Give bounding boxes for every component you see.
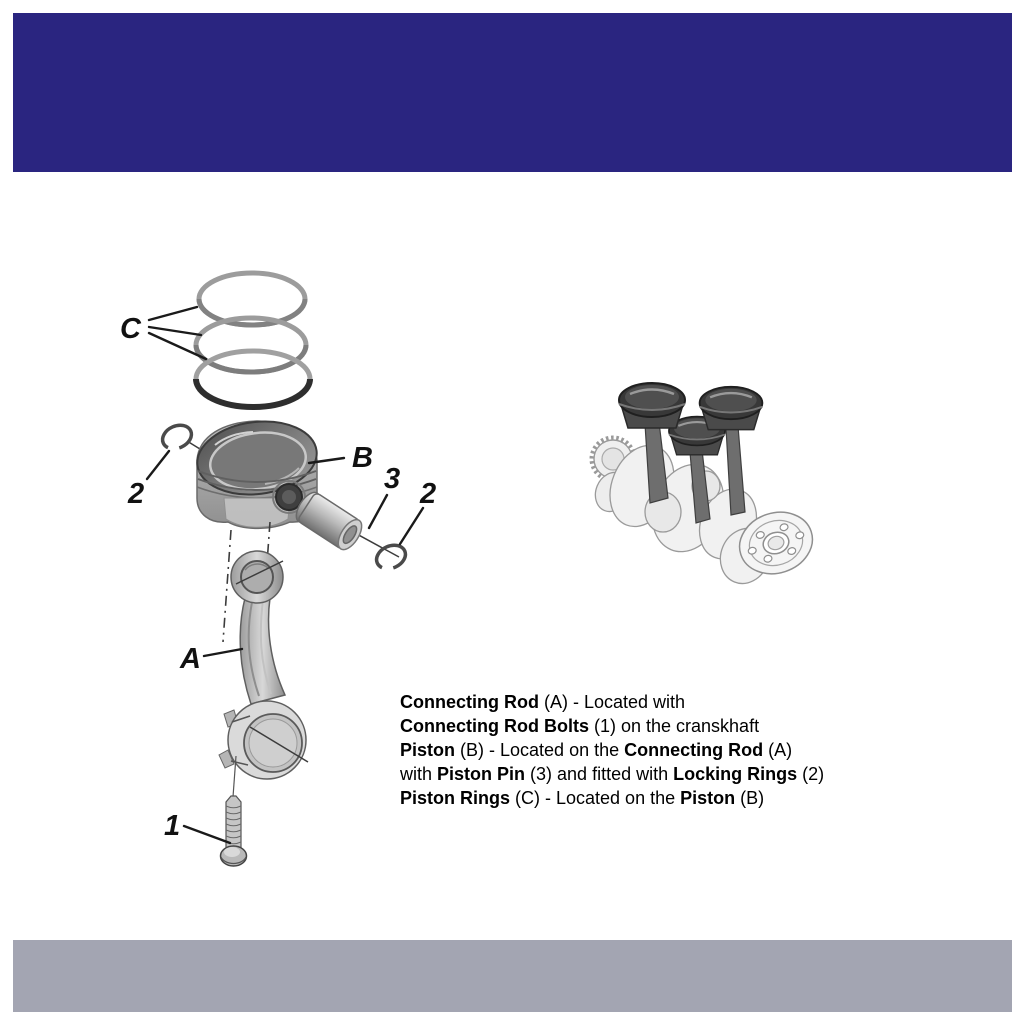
- part-name: Connecting Rod Bolts: [400, 716, 589, 736]
- connecting-rod-bolt: [221, 756, 247, 866]
- description-text: (2): [797, 764, 825, 784]
- callout-line-1: [184, 826, 230, 843]
- part-name: Piston: [680, 788, 736, 808]
- part-name: Locking Rings: [673, 764, 798, 784]
- part-name: Connecting Rod: [624, 740, 764, 760]
- crankshaft-assembly: [590, 383, 821, 591]
- callout-line-3: [369, 495, 387, 528]
- crank-piston-left: [619, 383, 685, 428]
- callout-line-a: [204, 649, 242, 656]
- description-text: (B): [735, 788, 765, 808]
- connecting-rod: [219, 551, 308, 779]
- callout-label-2-left: 2: [128, 478, 145, 510]
- piston-rings: [196, 273, 310, 407]
- callout-label-c: C: [120, 313, 141, 345]
- description-text: (A): [763, 740, 793, 760]
- part-name: Piston: [400, 740, 456, 760]
- description-text: with: [400, 764, 438, 784]
- description-line-4: [400, 762, 824, 786]
- description-line-3: [400, 738, 824, 762]
- crank-piston-right: [700, 387, 763, 430]
- locking-ring-left: [159, 421, 195, 453]
- part-name: Piston Rings: [400, 788, 511, 808]
- callout-label-2-right: 2: [420, 478, 437, 510]
- part-name: Connecting Rod: [400, 692, 539, 712]
- parts-description: [400, 690, 824, 810]
- description-text: (A) - Located with: [538, 692, 686, 712]
- callout-label-b: B: [352, 442, 373, 474]
- description-text: (B) - Located on the: [455, 740, 625, 760]
- description-text: (3) and fitted with: [525, 764, 674, 784]
- callout-line-2-left: [147, 451, 169, 479]
- description-line-5: [400, 786, 824, 810]
- callout-label-a: A: [180, 643, 201, 675]
- description-text: (C) - Located on the: [510, 788, 681, 808]
- description-line-2: [400, 714, 824, 738]
- description-text: (1) on the cranskhaft: [588, 716, 760, 736]
- callout-label-3: 3: [384, 463, 401, 495]
- part-name: Piston Pin: [437, 764, 526, 784]
- description-line-1: [400, 690, 824, 714]
- callout-label-1: 1: [164, 810, 181, 842]
- callout-line-2-right: [400, 508, 423, 544]
